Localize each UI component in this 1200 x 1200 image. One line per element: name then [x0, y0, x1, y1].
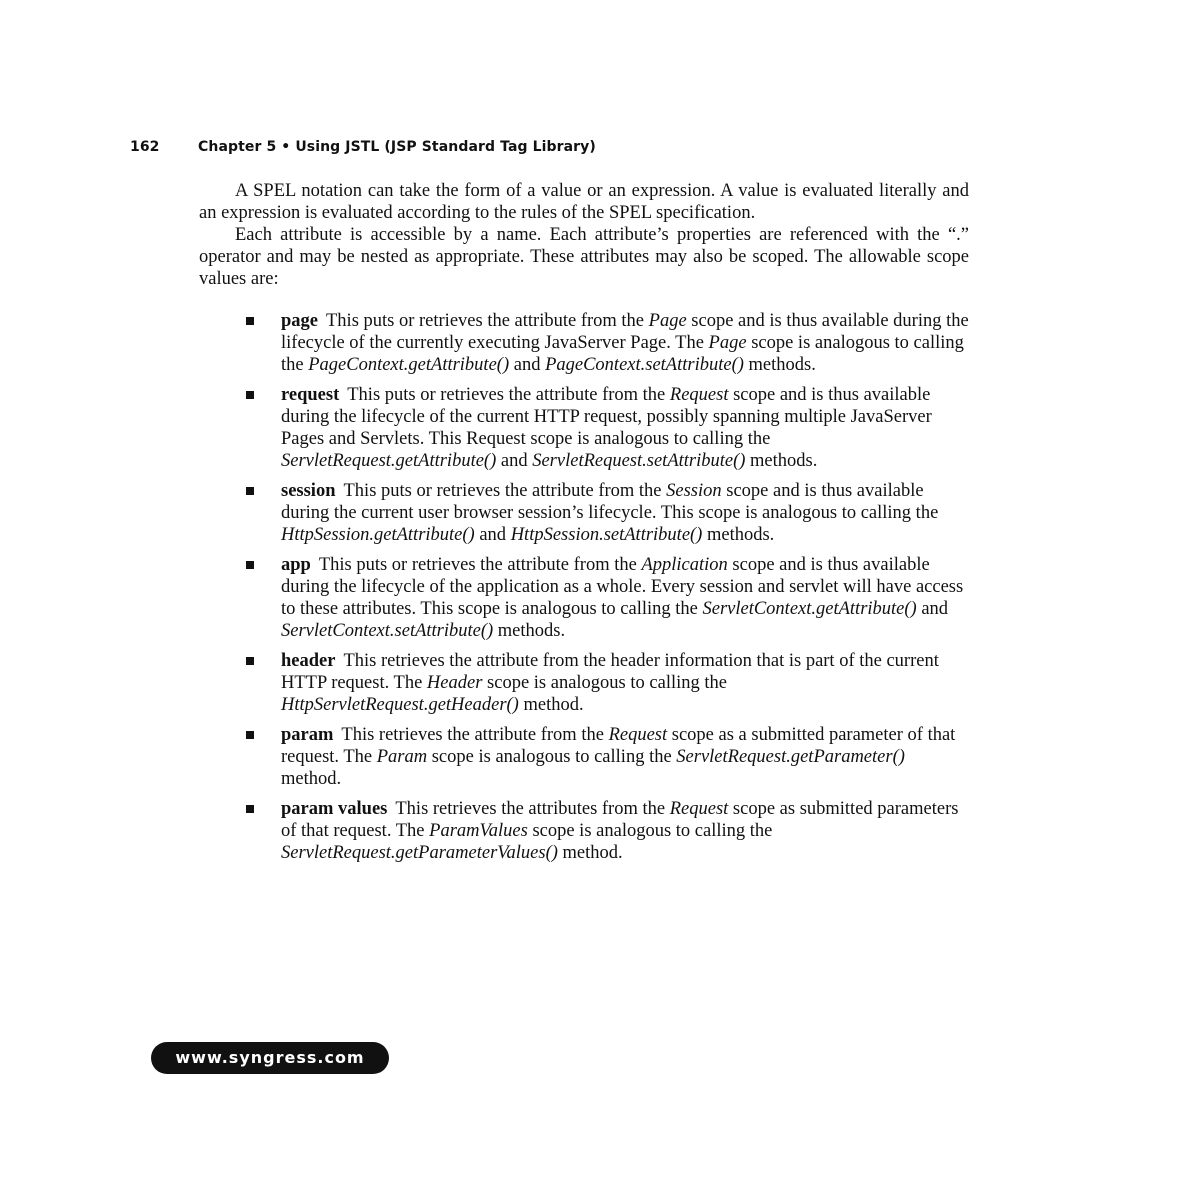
code-reference: Request: [669, 799, 729, 819]
description-text: and: [509, 355, 546, 375]
code-reference: PageContext.setAttribute(): [545, 355, 744, 375]
code-reference: ParamValues: [429, 821, 528, 841]
publisher-url-badge[interactable]: www.syngress.com: [151, 1042, 389, 1074]
square-bullet-icon: [246, 561, 254, 569]
description-text: methods.: [743, 355, 816, 375]
code-reference: Session: [666, 481, 722, 501]
code-reference: Page: [708, 333, 747, 353]
scope-item: [199, 650, 969, 716]
code-reference: Request: [608, 725, 668, 745]
description-text: scope and is thus available during the lifecycle of the current HTTP request, possibly spanning multiple JavaServer Pages and Servlets. This Request scope is analogous to calling the: [281, 385, 932, 449]
scope-description: [281, 385, 932, 471]
scope-description: [281, 651, 939, 715]
code-reference: ServletRequest.getParameter(): [676, 747, 905, 767]
description-text: and: [474, 525, 511, 545]
description-text: scope and is thus available during the lifecycle of the currently executing JavaServer Page. The: [281, 311, 969, 353]
description-text: This retrieves the attributes from the: [395, 799, 670, 819]
description-text: method.: [518, 695, 584, 715]
code-reference: ServletRequest.getAttribute(): [281, 451, 497, 471]
description-text: This puts or retrieves the attribute from the: [318, 555, 642, 575]
description-text: method.: [557, 843, 623, 863]
scope-term: param values: [281, 799, 388, 819]
description-text: scope as submitted parameters of that request. The: [281, 799, 959, 841]
code-reference: ServletRequest.getParameterValues(): [281, 843, 558, 863]
code-reference: Request: [669, 385, 729, 405]
square-bullet-icon: [246, 317, 254, 325]
scope-list: [199, 310, 969, 864]
scope-term: header: [281, 651, 336, 671]
description-text: method.: [281, 769, 342, 789]
intro-paragraph: A SPEL notation can take the form of a value or an expression. A value is evaluated literally and an expression is evaluated according to the rules of the SPEL specification.: [199, 181, 969, 223]
code-reference: Header: [426, 673, 483, 693]
running-header: [130, 139, 596, 155]
square-bullet-icon: [246, 731, 254, 739]
description-text: methods.: [702, 525, 775, 545]
square-bullet-icon: [246, 487, 254, 495]
code-reference: Page: [648, 311, 687, 331]
scope-item: [199, 554, 969, 642]
scope-item: [199, 724, 969, 790]
scope-item: [199, 798, 969, 864]
description-text: methods.: [745, 451, 818, 471]
scope-item: [199, 480, 969, 546]
chapter-title: Chapter 5 • Using JSTL (JSP Standard Tag Library): [198, 139, 596, 155]
description-text: scope is analogous to calling the: [527, 821, 773, 841]
intro-paragraph: Each attribute is accessible by a name. Each attribute’s properties are referenced with the “.” operator and may be nested as appropriate. These attributes may also be scoped. The allowable scope values are:: [199, 225, 969, 289]
description-text: This retrieves the attribute from the header information that is part of the current HTTP request. The: [281, 651, 939, 693]
scope-description: [281, 725, 955, 789]
code-reference: PageContext.getAttribute(): [308, 355, 510, 375]
description-text: This puts or retrieves the attribute from the: [326, 311, 649, 331]
code-reference: ServletContext.setAttribute(): [281, 621, 494, 641]
scope-description: [281, 555, 963, 641]
description-text: scope is analogous to calling the: [482, 673, 727, 693]
description-text: scope and is thus available during the lifecycle of the application as a whole. Every session and servlet will have access to these attributes. This scope is analogous to calling the: [281, 555, 964, 619]
code-reference: ServletRequest.setAttribute(): [532, 451, 746, 471]
description-text: This retrieves the attribute from the: [341, 725, 609, 745]
page-body: [199, 180, 969, 872]
code-reference: Param: [376, 747, 428, 767]
scope-term: app: [281, 555, 311, 575]
scope-item: [199, 310, 969, 376]
description-text: methods.: [493, 621, 566, 641]
code-reference: HttpServletRequest.getHeader(): [281, 695, 519, 715]
scope-term: session: [281, 481, 336, 501]
code-reference: Application: [641, 555, 728, 575]
square-bullet-icon: [246, 391, 254, 399]
page-number: 162: [130, 139, 160, 155]
description-text: This puts or retrieves the attribute from the: [343, 481, 667, 501]
scope-item: [199, 384, 969, 472]
description-text: This puts or retrieves the attribute from the: [347, 385, 670, 405]
description-text: scope and is thus available during the current user browser session’s lifecycle. This scope is analogous to calling the: [281, 481, 939, 523]
scope-term: param: [281, 725, 334, 745]
description-text: scope is analogous to calling the: [281, 333, 964, 375]
code-reference: ServletContext.getAttribute(): [702, 599, 917, 619]
scope-term: request: [281, 385, 340, 405]
scope-description: [281, 311, 969, 375]
square-bullet-icon: [246, 805, 254, 813]
description-text: and: [496, 451, 533, 471]
description-text: scope as a submitted parameter of that request. The: [281, 725, 956, 767]
code-reference: HttpSession.setAttribute(): [510, 525, 703, 545]
code-reference: HttpSession.getAttribute(): [281, 525, 475, 545]
scope-term: page: [281, 311, 318, 331]
scope-description: [281, 481, 938, 545]
description-text: scope is analogous to calling the: [427, 747, 677, 767]
description-text: and: [916, 599, 949, 619]
square-bullet-icon: [246, 657, 254, 665]
